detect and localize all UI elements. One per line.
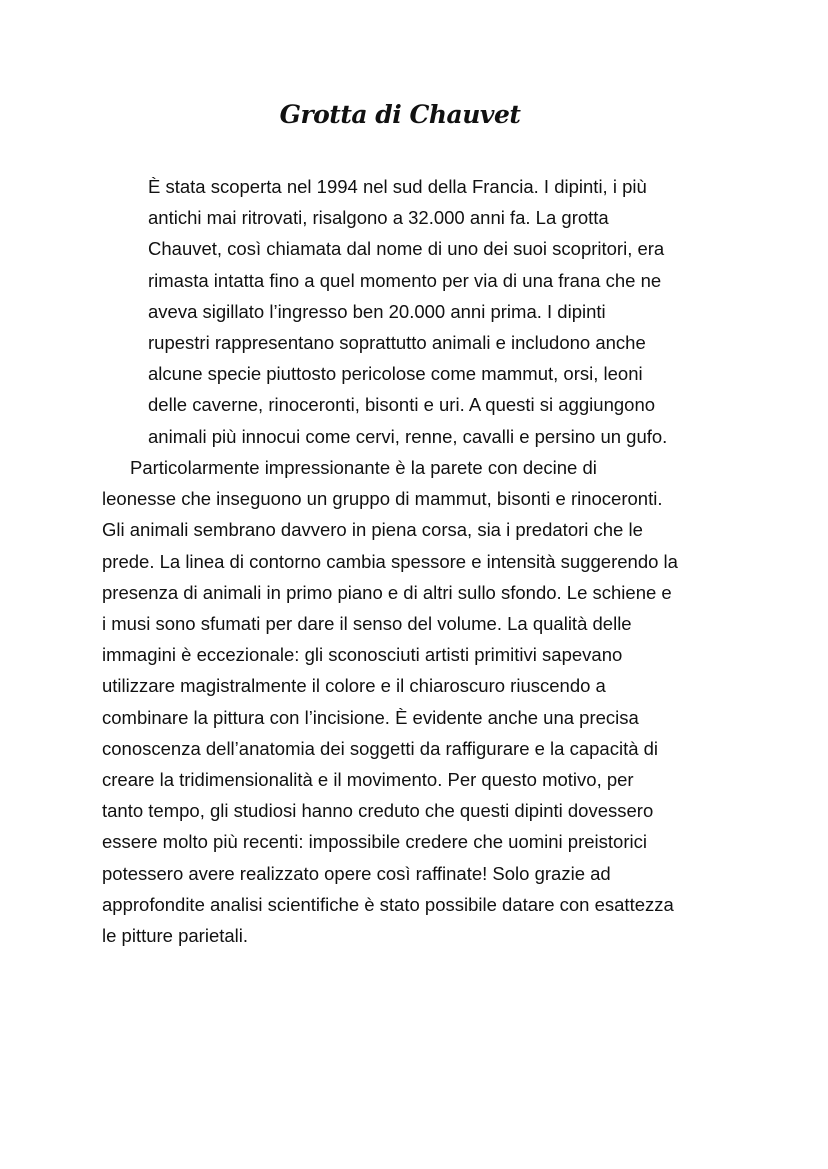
text-line: presenza di animali in primo piano e di altri sullo sfondo. Le schiene e bbox=[102, 581, 672, 603]
text-line: essere molto più recenti: impossibile credere che uomini preistorici bbox=[102, 831, 647, 853]
text-line: delle caverne, rinoceronti, bisonti e uri. A questi si aggiungono bbox=[148, 394, 656, 416]
text-line: utilizzare magistralmente il colore e il chiaroscuro riuscendo a bbox=[102, 675, 606, 697]
text-line: È stata scoperta nel 1994 nel sud della Francia. I dipinti, i più bbox=[148, 176, 647, 197]
text-line: animali più innocui come cervi, renne, cavalli e persino un gufo. bbox=[148, 425, 668, 447]
text-line: immagini è eccezionale: gli sconosciuti artisti primitivi sapevano bbox=[102, 644, 623, 666]
text-line: le pitture parietali. bbox=[102, 925, 249, 946]
text-line: rimasta intatta fino a quel momento per via di una frana che ne bbox=[148, 269, 662, 291]
text-line: combinare la pittura con l’incisione. È evidente anche una precisa bbox=[102, 706, 639, 728]
text-line: i musi sono sfumati per dare il senso del volume. La qualità delle bbox=[102, 613, 632, 634]
text-line: approfondite analisi scientifiche è stato possibile datare con esattezza bbox=[102, 893, 674, 915]
document-title: Grotta di Chauvet bbox=[279, 100, 521, 129]
text-line: Gli animali sembrano davvero in piena corsa, sia i predatori che le bbox=[102, 519, 643, 541]
text-line: leonesse che inseguono un gruppo di mammut, bisonti e rinoceronti. bbox=[102, 488, 663, 510]
text-line: potessero avere realizzato opere così raffinate! Solo grazie ad bbox=[102, 862, 611, 884]
text-line: creare la tridimensionalità e il movimento. Per questo motivo, per bbox=[102, 769, 634, 790]
text-line: aveva sigillato l’ingresso ben 20.000 anni prima. I dipinti bbox=[148, 300, 606, 322]
text-line: prede. La linea di contorno cambia spessore e intensità suggerendo la bbox=[102, 550, 678, 572]
text-line: conoscenza dell’anatomia dei soggetti da raffigurare e la capacità di bbox=[102, 737, 659, 759]
text-line: rupestri rappresentano soprattutto animali e includono anche bbox=[148, 332, 646, 353]
text-line: antichi mai ritrovati, risalgono a 32.000 anni fa. La grotta bbox=[148, 207, 609, 229]
text-line: alcune specie piuttosto pericolose come mammut, orsi, leoni bbox=[148, 363, 643, 385]
text-line: tanto tempo, gli studiosi hanno creduto che questi dipinti dovessero bbox=[102, 800, 654, 822]
text-line: Particolarmente impressionante è la parete con decine di bbox=[130, 457, 597, 478]
text-line: Chauvet, così chiamata dal nome di uno dei suoi scopritori, era bbox=[148, 238, 665, 260]
